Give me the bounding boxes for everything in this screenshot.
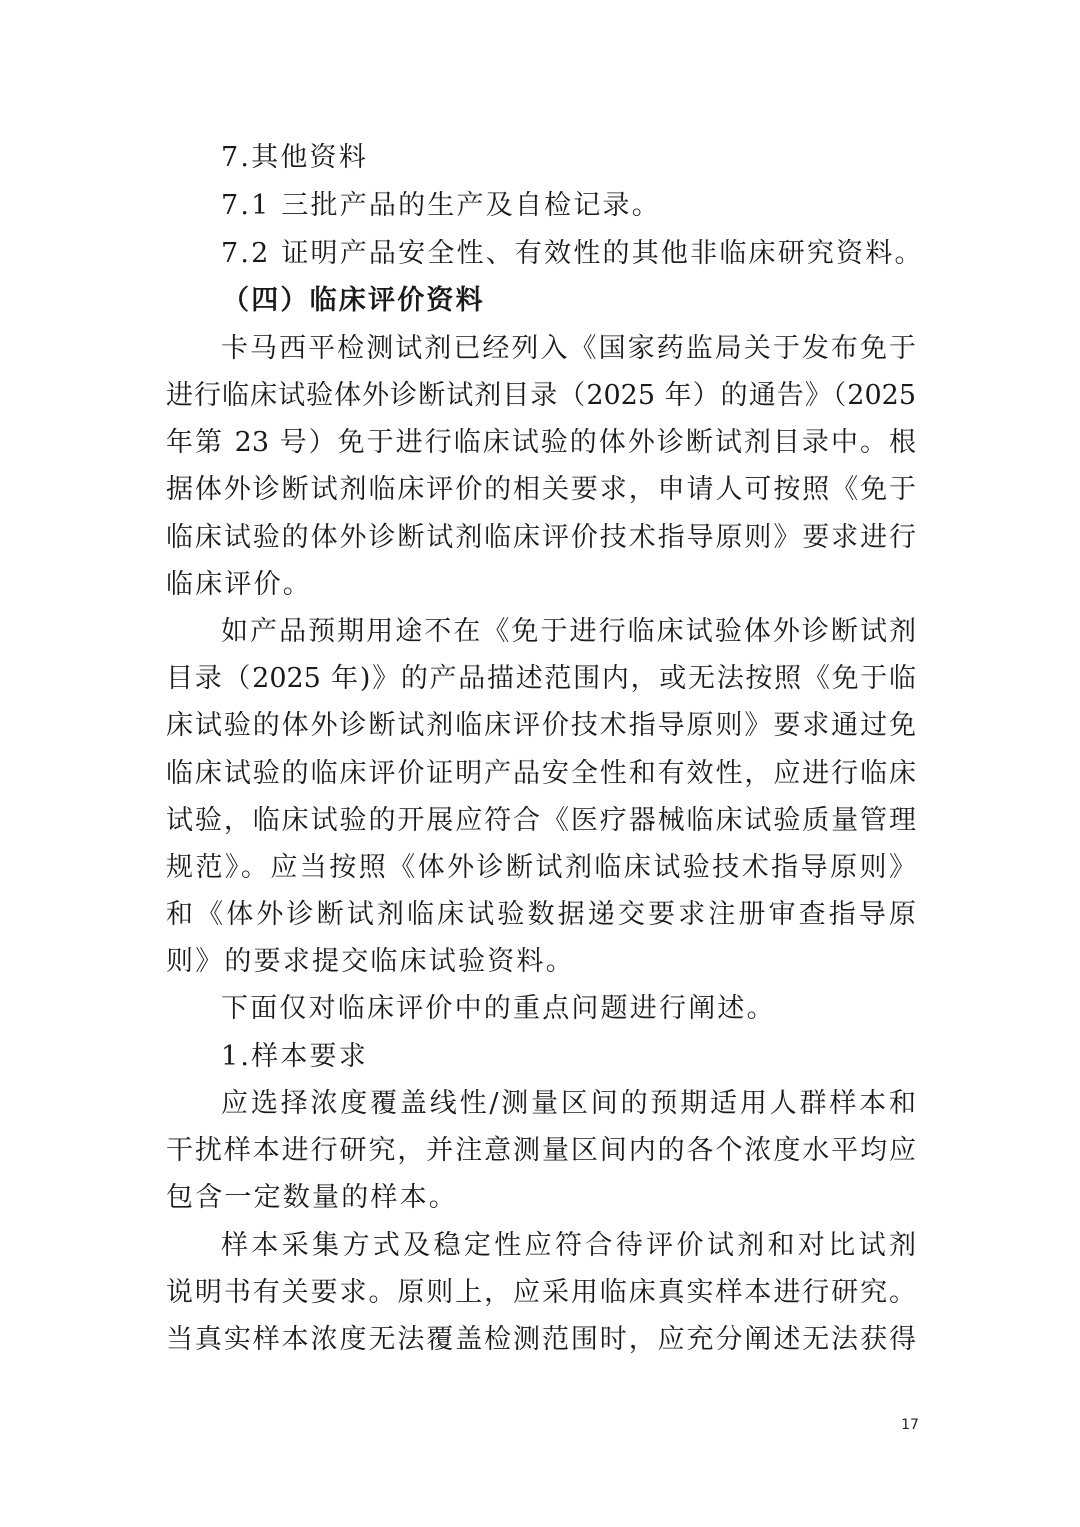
list-item-7-1: 7.1 三批产品的生产及自检记录。 <box>221 190 661 221</box>
list-item-7-2: 7.2 证明产品安全性、有效性的其他非临床研究资料。 <box>221 238 924 269</box>
paragraph-line: 临床评价。 <box>166 569 312 600</box>
paragraph-line: 床试验的体外诊断试剂临床评价技术指导原则》要求通过免 <box>166 710 916 741</box>
paragraph-line: 当真实样本浓度无法覆盖检测范围时，应充分阐述无法获得 <box>166 1324 916 1355</box>
section-heading-other-materials: 7.其他资料 <box>221 142 368 173</box>
paragraph-line: 下面仅对临床评价中的重点问题进行阐述。 <box>221 993 776 1024</box>
paragraph-line: 试验，临床试验的开展应符合《医疗器械临床试验质量管理 <box>166 805 916 836</box>
paragraph-line: 说明书有关要求。原则上，应采用临床真实样本进行研究。 <box>166 1277 916 1308</box>
paragraph-line: 如产品预期用途不在《免于进行临床试验体外诊断试剂 <box>221 616 916 647</box>
paragraph-line: 样本采集方式及稳定性应符合待评价试剂和对比试剂 <box>221 1230 916 1261</box>
paragraph-line: 据体外诊断试剂临床评价的相关要求，申请人可按照《免于 <box>166 474 916 505</box>
paragraph-line: 应选择浓度覆盖线性/测量区间的预期适用人群样本和 <box>221 1088 916 1119</box>
paragraph-line: 临床试验的体外诊断试剂临床评价技术指导原则》要求进行 <box>166 522 916 553</box>
paragraph-line: 年第 23 号）免于进行临床试验的体外诊断试剂目录中。根 <box>166 427 916 458</box>
paragraph-line: 包含一定数量的样本。 <box>166 1182 458 1213</box>
paragraph-line: 则》的要求提交临床试验资料。 <box>166 946 575 977</box>
paragraph-line: 和《体外诊断试剂临床试验数据递交要求注册审查指导原 <box>166 899 916 930</box>
section-heading-clinical-evaluation: （四）临床评价资料 <box>222 285 485 316</box>
paragraph-line: 规范》。应当按照《体外诊断试剂临床试验技术指导原则》 <box>166 852 916 883</box>
paragraph-line: 临床试验的临床评价证明产品安全性和有效性，应进行临床 <box>166 758 916 789</box>
paragraph-line: 干扰样本进行研究，并注意测量区间内的各个浓度水平均应 <box>166 1135 916 1166</box>
page-number: 17 <box>901 1417 919 1433</box>
paragraph-line: 进行临床试验体外诊断试剂目录（2025 年）的通告》（2025 <box>166 380 916 411</box>
section-heading-sample-requirements: 1.样本要求 <box>221 1041 368 1072</box>
paragraph-line: 目录（2025 年)》的产品描述范围内，或无法按照《免于临 <box>166 663 916 694</box>
paragraph-line: 卡马西平检测试剂已经列入《国家药监局关于发布免于 <box>221 333 916 364</box>
